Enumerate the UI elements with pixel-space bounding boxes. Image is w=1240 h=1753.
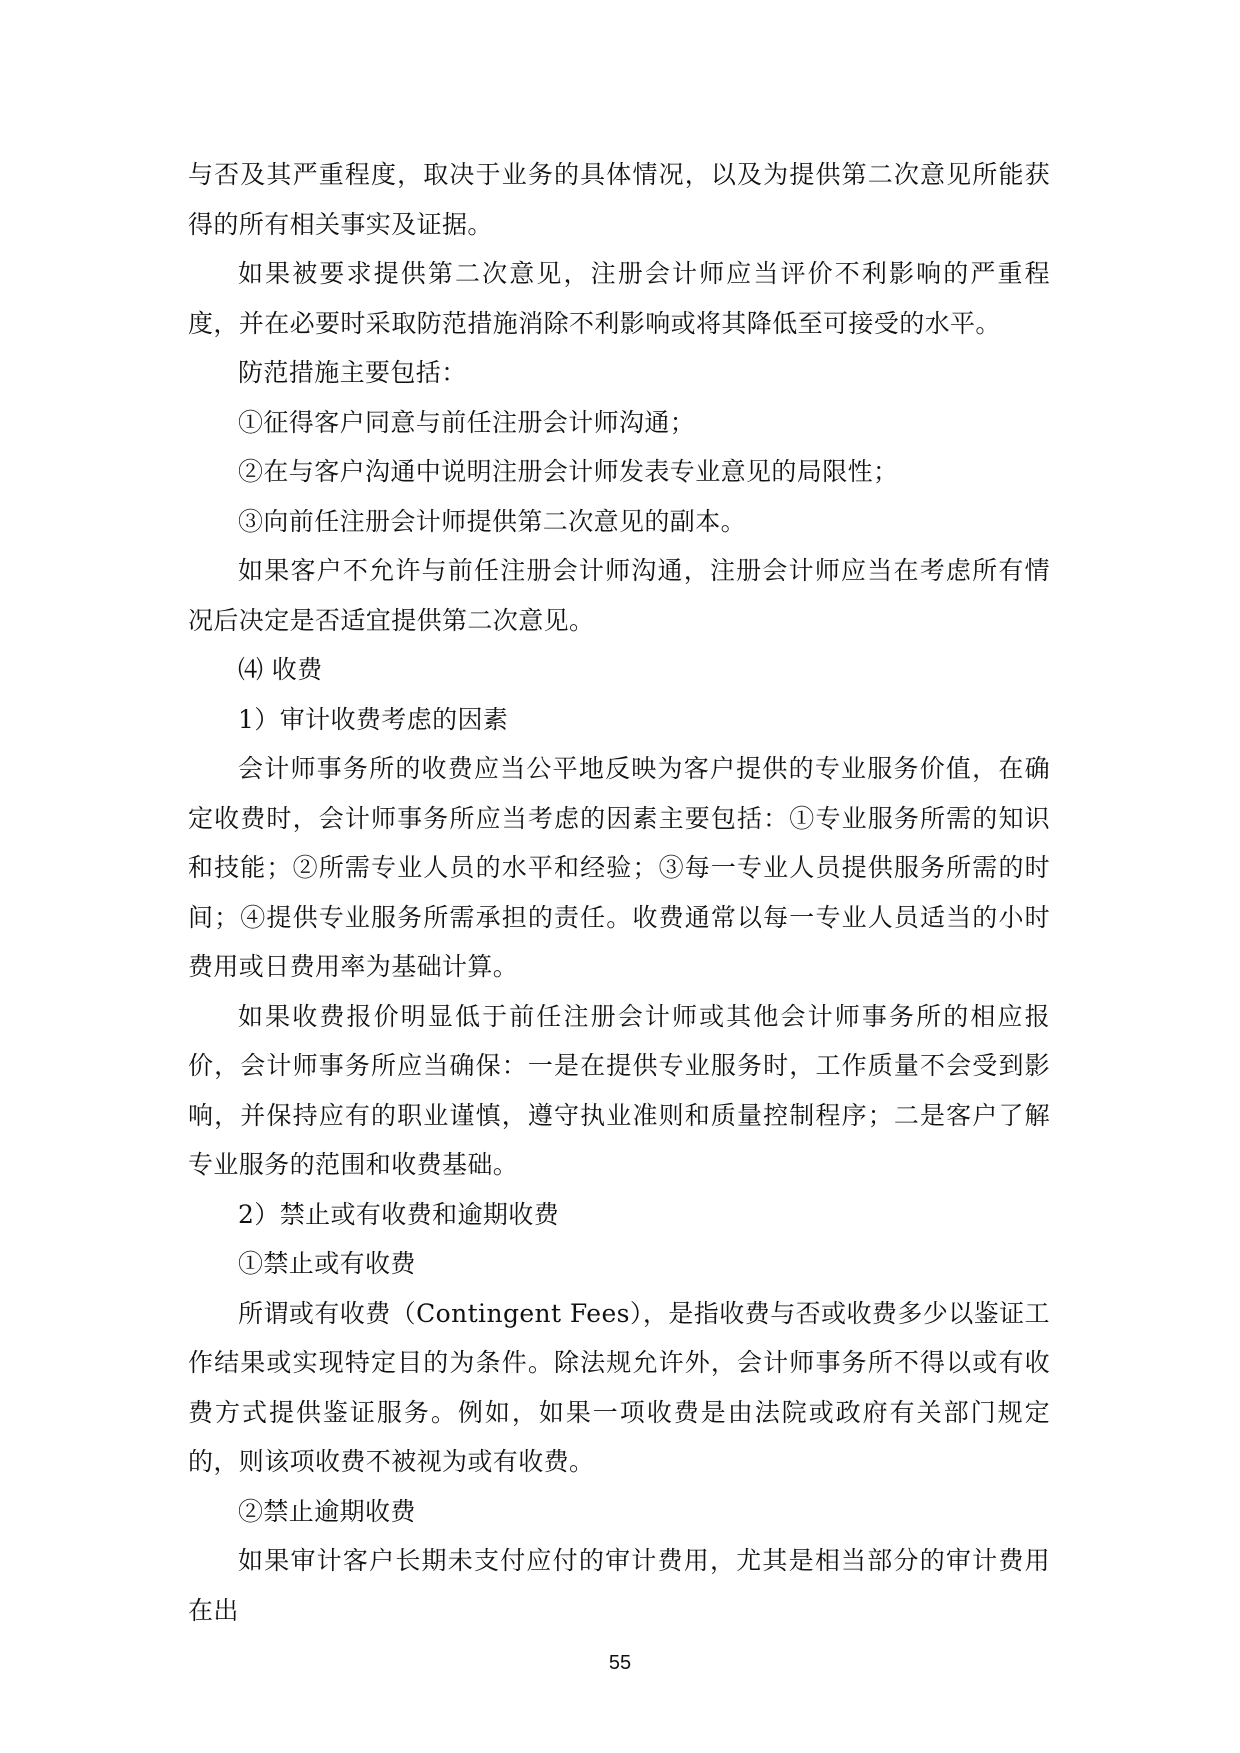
paragraph: 防范措施主要包括： [238, 358, 467, 387]
section-heading: ⑷ 收费 [238, 655, 323, 684]
page-number: 55 [608, 1652, 632, 1674]
item-heading: ②禁止逾期收费 [238, 1496, 416, 1526]
paragraph: 如果被要求提供第二次意见，注册会计师应当评价不利影响的严重程度，并在必要时采取防范措施消除不利影响或将其降低至可接受的水平。 [188, 259, 1050, 338]
list-item: ①征得客户同意与前任注册会计师沟通； [238, 407, 696, 437]
paragraph: 如果客户不允许与前任注册会计师沟通，注册会计师应当在考虑所有情况后决定是否适宜提供第二次意见。 [188, 556, 1050, 635]
paragraph: 如果收费报价明显低于前任注册会计师或其他会计师事务所的相应报价，会计师事务所应当确保：一是在提供专业服务时，工作质量不会受到影响，并保持应有的职业谨慎，遵守执业准则和质量控制程序；二是客户了解专业服务的范围和收费基础。 [188, 1001, 1050, 1179]
document-body [188, 150, 1050, 1635]
list-item: ③向前任注册会计师提供第二次意见的副本。 [238, 506, 747, 536]
paragraph: 会计师事务所的收费应当公平地反映为客户提供的专业服务价值，在确定收费时，会计师事务所应当考虑的因素主要包括：①专业服务所需的知识和技能；②所需专业人员的水平和经验；③每一专业人员提供服务所需的时间；④提供专业服务所需承担的责任。收费通常以每一专业人员适当的小时费用或日费用率为基础计算。 [188, 754, 1050, 981]
subsection-heading: 1）审计收费考虑的因素 [238, 704, 509, 734]
item-heading: ①禁止或有收费 [238, 1249, 416, 1278]
paragraph: 与否及其严重程度，取决于业务的具体情况，以及为提供第二次意见所能获得的所有相关事实及证据。 [188, 160, 1050, 239]
subsection-heading: 2）禁止或有收费和逾期收费 [238, 1199, 560, 1229]
list-item: ②在与客户沟通中说明注册会计师发表专业意见的局限性； [238, 457, 899, 486]
paragraph: 如果审计客户长期未支付应付的审计费用，尤其是相当部分的审计费用在出 [188, 1546, 1050, 1625]
paragraph: 所谓或有收费（Contingent Fees），是指收费与否或收费多少以鉴证工作结果或实现特定目的为条件。除法规允许外，会计师事务所不得以或有收费方式提供鉴证服务。例如，如果一项收费是由法院或政府有关部门规定的，则该项收费不被视为或有收费。 [188, 1298, 1050, 1476]
